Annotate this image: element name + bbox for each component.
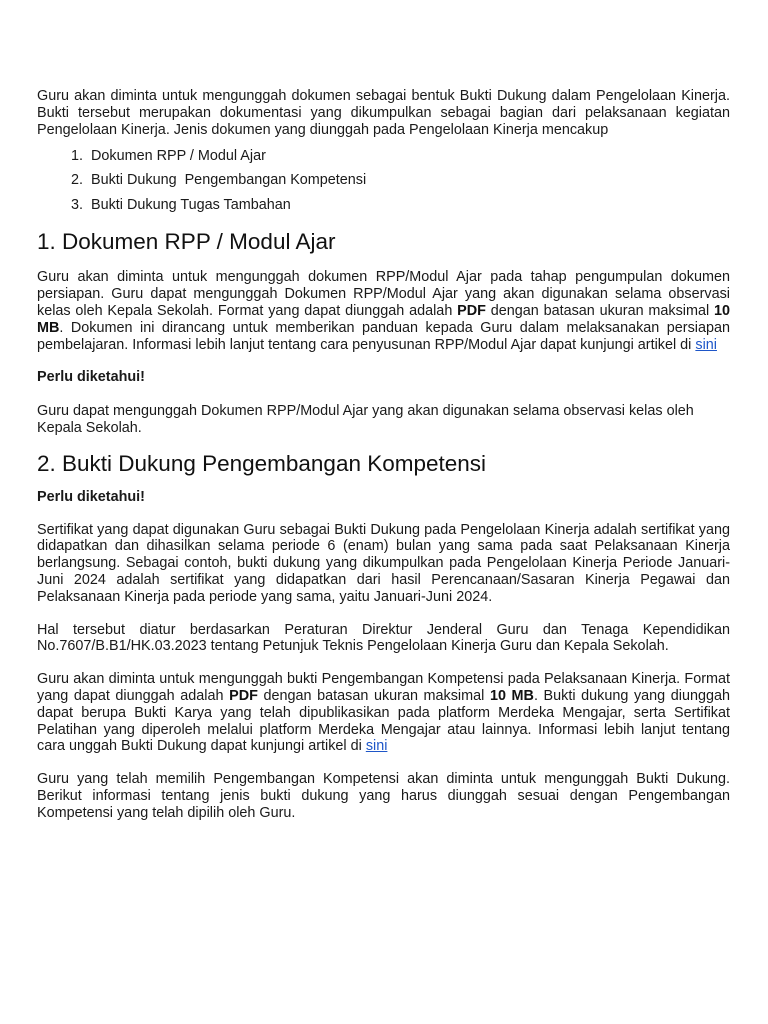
text-run: dengan batasan ukuran maksimal xyxy=(257,687,490,704)
section-1-heading: 1. Dokumen RPP / Modul Ajar xyxy=(37,229,336,255)
article-link[interactable]: sini xyxy=(365,738,388,755)
intro-paragraph: Guru akan diminta untuk mengunggah dokumen sebagai bentuk Bukti Dukung dalam Pengelolaan Kinerja. Bukti tersebut merupakan dokumentasi yang dikumpulkan sebagai bagian dari pelaksanaan kegiatan Pengelolaan Kinerja. Jenis dokumen yang diunggah pada Pengelolaan Kinerja mencakup xyxy=(37,88,730,138)
text-run: . Bukti dukung yang diunggah dapat berupa Bukti Karya yang telah dipublikasikan pada platform Merdeka Mengajar, serta Sertifikat Pelatihan yang diperoleh melalui platform Merdeka Mengajar atau lainnya. Informasi lebih lanjut tentang cara unggah Bukti Dukung dapat kunjungi artikel di xyxy=(37,687,730,755)
section-2-paragraph-3 xyxy=(37,671,730,755)
list-item-number: 3. xyxy=(70,196,83,213)
list-item xyxy=(37,197,730,214)
section-1-note-text: Guru dapat mengunggah Dokumen RPP/Modul Ajar yang akan digunakan selama observasi kelas oleh Kepala Sekolah. xyxy=(37,403,694,436)
format-pdf: PDF xyxy=(229,687,258,704)
section-1-paragraph xyxy=(37,269,730,353)
section-2-paragraph-4: Guru yang telah memilih Pengembangan Kompetensi akan diminta untuk mengunggah Bukti Dukung. Berikut informasi tentang jenis bukti dukung yang harus diunggah sesuai dengan Pengembangan Kompetensi yang telah dipilih oleh Guru. xyxy=(37,771,730,821)
text-run: . Dokumen ini dirancang untuk memberikan panduan kepada Guru dalam melaksanakan persiapan pembelajaran. Informasi lebih lanjut tentang cara penyusunan RPP/Modul Ajar dapat kunjungi artikel di xyxy=(37,319,730,353)
document-type-list xyxy=(37,148,730,213)
section-2-heading: 2. Bukti Dukung Pengembangan Kompetensi xyxy=(37,450,487,476)
section-2-note-title: Perlu diketahui! xyxy=(37,488,145,505)
max-size: 10 MB xyxy=(489,687,534,704)
list-item xyxy=(37,148,730,165)
document-page xyxy=(37,88,730,822)
list-item xyxy=(37,172,730,189)
list-item-label: Bukti Dukung Pengembangan Kompetensi xyxy=(91,172,367,189)
max-size: 10 MB xyxy=(37,302,730,336)
text-run: dengan batasan ukuran maksimal xyxy=(485,302,714,319)
list-item-label: Bukti Dukung Tugas Tambahan xyxy=(91,196,291,213)
section-1-note-title: Perlu diketahui! xyxy=(37,369,145,386)
text-run: Guru akan diminta untuk mengunggah dokumen RPP/Modul Ajar pada tahap pengumpulan dokumen persiapan. Guru dapat mengunggah Dokumen RPP/Modul Ajar yang akan digunakan selama observasi kelas oleh Kepala Sekolah. Format yang dapat diunggah adalah xyxy=(37,269,730,319)
list-item-label: Dokumen RPP / Modul Ajar xyxy=(91,148,266,165)
format-pdf: PDF xyxy=(457,302,486,319)
article-link[interactable]: sini xyxy=(695,336,717,353)
text-run: Guru akan diminta untuk mengunggah bukti Pengembangan Kompetensi pada Pelaksanaan Kinerja. Format yang dapat diunggah adalah xyxy=(37,671,730,704)
list-item-number: 2. xyxy=(70,172,83,189)
list-item-number: 1. xyxy=(70,148,83,165)
section-2-paragraph-1: Sertifikat yang dapat digunakan Guru sebagai Bukti Dukung pada Pengelolaan Kinerja adalah sertifikat yang didapatkan dan dihasilkan selama periode 6 (enam) bulan yang sama pada saat Pelaksanaan Kinerja berlangsung. Sebagai contoh, bukti dukung yang dikumpulkan pada Pengelolaan Kinerja Periode Januari-Juni 2024 adalah sertifikat yang didapatkan dari hasil Perencanaan/Sasaran Kinerja Pegawai dan Pelaksanaan Kinerja pada periode yang sama, yaitu Januari-Juni 2024. xyxy=(37,521,730,605)
section-2-paragraph-2: Hal tersebut diatur berdasarkan Peraturan Direktur Jenderal Guru dan Tenaga Kependidikan No.7607/B.B1/HK.03.2023 tentang Petunjuk Teknis Pengelolaan Kinerja Guru dan Kepala Sekolah. xyxy=(37,621,730,655)
